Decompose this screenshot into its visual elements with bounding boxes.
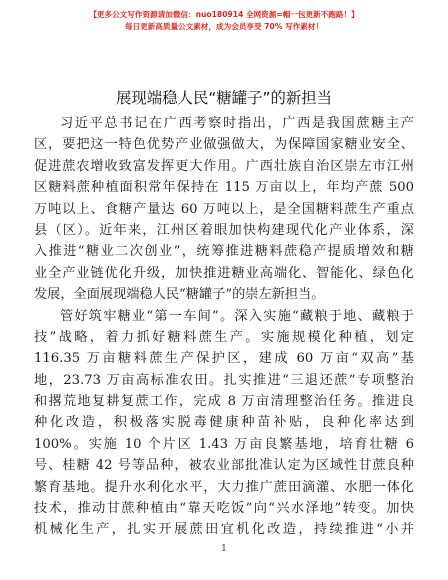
body-line: 区糖料蔗种植面积常年保持在 115 万亩以上，年均产蔗 500 [34, 180, 414, 196]
body-line: 繁育基地。提升水利化水平，大力推广蔗田滴灌、水肥一体化 [34, 479, 414, 495]
document-title: 展现端稳人民“糖罐子”的新担当 [115, 89, 333, 107]
body-line: 技术，推动甘蔗种植由“靠天吃饭”向“兴水泽地”转变。加快 [34, 501, 414, 517]
body-line: 万吨以上、食糖产量达 60 万吨以上，是全国糖料蔗生产重点 [34, 201, 414, 217]
body-line: 业全产业链优化升级，加快推进糖业高端化、智能化、绿色化 [34, 265, 414, 281]
header-ad-line-1: 【更多公文写作资源请加微信：nuo180914 全网资源=帽一包更新不跑路！】 [89, 10, 359, 19]
body-line: 机械化生产，扎实开展蔗田宜机化改造，持续推进“小并 [34, 522, 414, 538]
body-line: 地，23.73 万亩高标准农田。扎实推进“三退还蔗”专项整治 [34, 372, 414, 388]
body-line: 习近平总书记在广西考察时指出，广西是我国蔗糖主产 [60, 116, 414, 131]
body-line: 管好筑牢糖业“第一车间”。深入实施“藏粮于地、藏粮于 [60, 308, 414, 324]
body-line: 号、桂糖 42 号等品种，被农业部批准认定为区域性甘蔗良种 [34, 458, 414, 474]
body-line: 促进蔗农增收致富发挥更大作用。广西壮族自治区崇左市江州 [34, 158, 414, 174]
body-line: 县（区）。近年来，江州区着眼加快构建现代化产业体系，深 [34, 222, 414, 238]
body-line: 和撂荒地复耕复蔗工作，完成 8 万亩清理整治任务。推进良 [34, 394, 414, 410]
body-line: 100%。实施 10 个片区 1.43 万亩良繁基地，培育壮糖 6 [34, 436, 414, 452]
document-body [34, 113, 414, 541]
body-line: 技”战略，着力抓好糖料蔗生产。实施规模化种植，划定 [34, 329, 414, 345]
body-line: 116.35 万亩糖料蔗生产保护区，建成 60 万亩“双高”基 [34, 351, 414, 367]
body-line: 入推进“糖业二次创业”，统筹推进糖料蔗稳产提质增效和糖 [34, 244, 414, 260]
header-ad-line-2: 每日更新高质量公文素材，成为会员享受 70% 写作素材！ [124, 22, 324, 31]
page-number: 1 [221, 544, 227, 554]
body-line: 发展，全面展现端稳人民“糖罐子”的崇左新担当。 [34, 287, 325, 303]
body-line: 种化改造，积极落实脱毒健康种苗补贴，良种化率达到 [34, 415, 414, 431]
body-line: 区，要把这一特色优势产业做强做大，为保障国家糖业安全、 [34, 137, 414, 153]
